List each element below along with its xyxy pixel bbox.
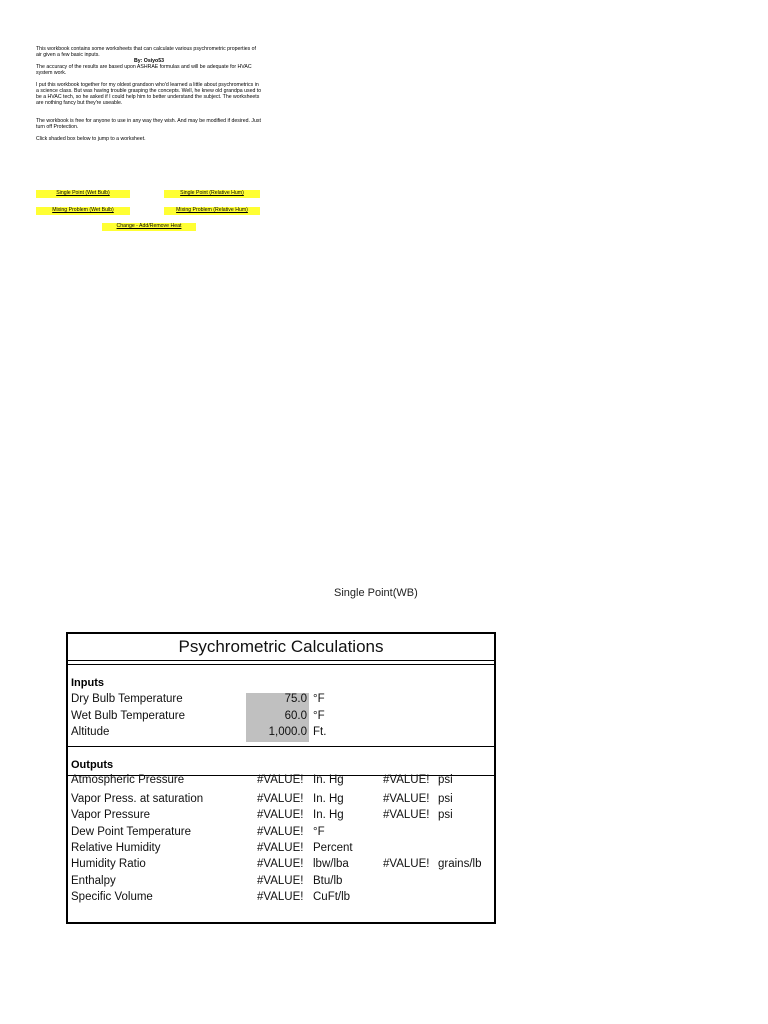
output-row-vapor-press-saturation: Vapor Press. at saturation #VALUE! In. Hg #VALUE! psi [71, 793, 453, 805]
input-row-altitude: Altitude 1,000.0 Ft. [71, 726, 327, 738]
intro-line-1: This workbook contains some worksheets that can calculate various psychrometric properties of air given a few basic inputs. [36, 46, 256, 58]
output-row-humidity-ratio: Humidity Ratio #VALUE! lbw/lba #VALUE! grains/lb [71, 858, 482, 870]
intro-line-4: The workbook is free for anyone to use in any way they wish. And may be modified if desired. Just turn off Protection. [36, 118, 261, 130]
link-single-point-relative-hum[interactable]: Single Point (Relative Hum) [164, 190, 260, 198]
worksheet-name: Single Point(WB) [334, 587, 418, 599]
inputs-label: Inputs [71, 677, 104, 689]
output-row-specific-volume: Specific Volume #VALUE! CuFt/lb [71, 891, 351, 903]
link-single-point-wet-bulb[interactable]: Single Point (Wet Bulb) [36, 190, 130, 198]
output-row-vapor-pressure: Vapor Pressure #VALUE! In. Hg #VALUE! psi [71, 809, 453, 821]
intro-line-2: The accuracy of the results are based upon ASHRAE formulas and will be adequate for HVAC system work. [36, 64, 252, 76]
link-mixing-problem-relative-hum[interactable]: Mixing Problem (Relative Hum) [164, 207, 260, 215]
output-row-atmospheric-pressure: Atmospheric Pressure #VALUE! In. Hg #VALUE! psi [71, 774, 453, 786]
outputs-label: Outputs [71, 759, 114, 771]
input-row-wet-bulb: Wet Bulb Temperature 60.0 °F [71, 710, 325, 722]
outputs-section [68, 746, 494, 747]
inputs-section [68, 664, 494, 665]
intro-line-5: Click shaded box below to jump to a worksheet. [36, 136, 146, 142]
input-row-dry-bulb: Dry Bulb Temperature 75.0 °F [71, 693, 325, 705]
output-row-enthalpy: Enthalpy #VALUE! Btu/lb [71, 875, 343, 887]
intro-text [36, 46, 262, 142]
output-row-relative-humidity: Relative Humidity #VALUE! Percent [71, 842, 353, 854]
dry-bulb-input[interactable]: 75.0 [284, 693, 307, 705]
altitude-input[interactable]: 1,000.0 [268, 726, 307, 738]
wet-bulb-input[interactable]: 60.0 [284, 710, 307, 722]
link-mixing-problem-wet-bulb[interactable]: Mixing Problem (Wet Bulb) [36, 207, 130, 215]
output-row-dew-point: Dew Point Temperature #VALUE! °F [71, 826, 325, 838]
link-change-add-remove-heat[interactable]: Change - Add/Remove Heat [102, 223, 196, 231]
intro-line-3: I put this workbook together for my oldest grandson who'd learned a little about psychrometrics in a science class. But was having trouble grasping the concepts. Well, he knew old grandpa used to be a HVAC tech, so he asked if I could help him to better understand the subject. The worksheets are nothing fancy but they're useable. [36, 82, 262, 106]
psychrometric-calculations-table [66, 632, 496, 924]
table-title: Psychrometric Calculations [68, 634, 494, 661]
byline: By: Osiyo53 [134, 58, 164, 64]
